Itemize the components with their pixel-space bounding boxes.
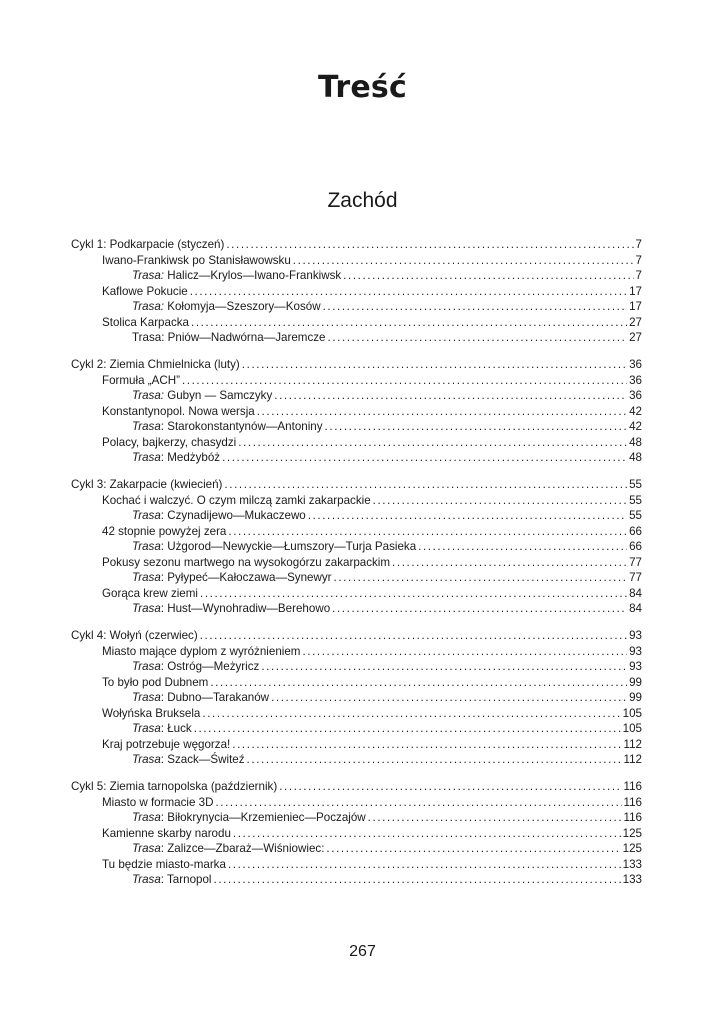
toc-route-entry[interactable]	[71, 752, 642, 768]
toc-route-entry[interactable]	[71, 450, 642, 466]
toc-entry-text: : Starokonstantynów—Antoniny	[160, 420, 323, 433]
toc-page-number: 55	[629, 509, 642, 522]
toc-entry-title	[102, 404, 255, 420]
toc-entry-text: : Medżybóż	[160, 451, 221, 464]
toc-entry-text: Wołyńska Bruksela	[102, 706, 201, 720]
toc-entry-text: : Użgorod—Newyckie—Łumszory—Turja Pasieka	[160, 540, 417, 553]
toc-section-entry[interactable]	[71, 737, 642, 753]
toc-page-number: 105	[622, 722, 642, 735]
toc-entry-text: Trasa: Pniów—Nadwórna—Jaremcze	[132, 331, 326, 344]
toc-entry-text: Kołomyja—Szeszory—Kosów	[164, 300, 321, 313]
dot-leader	[247, 752, 622, 768]
toc-page-number: 42	[629, 404, 642, 418]
toc-entry-text: Polacy, bajkerzy, chasydzi	[102, 435, 237, 449]
toc-entry-title	[132, 419, 323, 435]
toc-route-entry[interactable]	[71, 419, 642, 435]
toc-page-number: 36	[629, 358, 642, 371]
dot-leader	[274, 388, 627, 404]
toc-page-number: 27	[629, 331, 642, 344]
toc-page-number: 7	[635, 269, 642, 282]
dot-leader	[418, 539, 627, 555]
toc-entry-text: Formuła „ACH”	[102, 373, 180, 387]
toc-entry-text: : Łuck	[160, 722, 192, 735]
dot-leader	[191, 315, 627, 331]
page-title: Treść	[318, 70, 407, 105]
toc-entry-text: : Biłokrynycia—Krzemieniec—Poczajów	[160, 811, 366, 824]
toc-section-entry[interactable]	[71, 644, 642, 660]
toc-chapter-entry[interactable]	[71, 628, 642, 644]
toc-entry-text: Cykl 4: Wołyń (czerwiec)	[71, 629, 198, 642]
toc-entry-title	[132, 841, 324, 857]
dot-leader	[326, 841, 620, 857]
route-label: Trasa	[132, 753, 161, 766]
toc-page-number: 116	[623, 780, 642, 793]
dot-leader	[332, 601, 627, 617]
toc-entry-text: : Zalizce—Zbaraż—Wiśniowiec:	[160, 842, 325, 855]
toc-entry-text: Cykl 2: Ziemia Chmielnicka (luty)	[71, 358, 240, 371]
toc-page-number: 99	[629, 675, 642, 689]
dot-leader	[343, 268, 633, 284]
toc-route-entry[interactable]	[71, 810, 642, 826]
toc-page-number: 66	[629, 540, 642, 553]
route-label: Trasa	[132, 660, 161, 673]
dot-leader	[279, 779, 621, 795]
route-label: Trasa	[132, 722, 161, 735]
toc-entry-title	[132, 752, 245, 768]
toc-entry-text: : Czynadijewo—Mukaczewo	[160, 509, 306, 522]
dot-leader	[214, 872, 621, 888]
toc-page-number: 84	[629, 586, 642, 600]
toc-route-entry[interactable]	[71, 268, 642, 284]
dot-leader	[182, 373, 627, 389]
toc-entry-text: Halicz—Krylos—Iwano-Frankiwsk	[164, 269, 342, 282]
toc-page-number: 17	[629, 284, 642, 298]
toc-page-number: 7	[635, 238, 642, 251]
toc-section-entry[interactable]	[71, 315, 642, 331]
toc-entry-text: Kraj potrzebuje węgorza!	[102, 737, 231, 751]
toc-entry-text: Pokusy sezonu martwego na wysokogórzu zakarpackim	[102, 555, 391, 569]
toc-entry-title	[132, 450, 220, 466]
route-label: Trasa	[132, 509, 161, 522]
toc-entry-text: Cykl 1: Podkarpacie (styczeń)	[71, 238, 225, 251]
route-label: Trasa	[132, 873, 161, 886]
toc-entry-text: Konstantynopol. Nowa wersja	[102, 404, 255, 418]
toc-entry-title	[132, 659, 259, 675]
toc-entry-text: 42 stopnie powyżej zera	[102, 524, 227, 538]
dot-leader	[222, 450, 627, 466]
toc-page-number: 27	[629, 315, 642, 329]
toc-entry-title	[102, 644, 300, 660]
route-label: Trasa:	[132, 389, 164, 402]
toc-entry-text: Cykl 5: Ziemia tarnopolska (październik)	[71, 780, 278, 793]
dot-leader	[226, 237, 633, 253]
toc-entry-text: : Ostróg—Meżyricz	[160, 660, 260, 673]
toc-section-entry[interactable]	[71, 284, 642, 300]
toc-chapter-entry[interactable]	[71, 779, 642, 795]
toc-entry-text: : Tarnopol	[160, 873, 212, 886]
toc-section-entry[interactable]	[71, 706, 642, 722]
toc-entry-title	[102, 706, 200, 722]
toc-route-entry[interactable]	[71, 508, 642, 524]
toc-section-entry[interactable]	[71, 555, 642, 571]
toc-chapter-entry[interactable]	[71, 237, 642, 253]
toc-entry-title	[102, 435, 236, 451]
toc-entry-title	[102, 253, 291, 269]
toc-page-number: 116	[623, 795, 642, 809]
toc-page-number: 112	[623, 737, 642, 751]
toc-section-entry[interactable]	[71, 826, 642, 842]
toc-entry-title	[132, 508, 306, 524]
dot-leader	[323, 299, 628, 315]
dot-leader	[210, 675, 627, 691]
dot-leader	[325, 419, 628, 435]
toc-page-number: 125	[622, 842, 642, 855]
toc-entry-title	[102, 284, 188, 300]
toc-entry-title	[132, 570, 332, 586]
route-label: Trasa	[132, 420, 161, 433]
toc-entry-title	[132, 721, 192, 737]
toc-page-number: 125	[622, 826, 642, 840]
toc-page-number: 55	[629, 478, 642, 491]
dot-leader	[233, 826, 621, 842]
toc-page-number: 112	[623, 753, 642, 766]
dot-leader	[257, 404, 627, 420]
dot-leader	[242, 357, 627, 373]
toc-entry-title	[132, 299, 321, 315]
route-label: Trasa:	[132, 300, 164, 313]
toc-page-number: 93	[629, 660, 642, 673]
toc-page-number: 55	[629, 493, 642, 507]
toc-entry-title	[132, 601, 330, 617]
toc-page-number: 93	[629, 629, 642, 642]
toc-entry-title	[132, 690, 269, 706]
toc-entry-title	[102, 555, 390, 571]
toc-entry-text: Kamienne skarby narodu	[102, 826, 231, 840]
dot-leader	[200, 628, 627, 644]
toc-page-number: 105	[622, 706, 642, 720]
toc-route-entry[interactable]	[71, 388, 642, 404]
section-heading: Zachód	[327, 189, 398, 212]
toc-page-number: 133	[622, 873, 642, 886]
toc-page-number: 48	[629, 435, 642, 449]
toc-section-entry[interactable]	[71, 493, 642, 509]
dot-leader	[202, 706, 620, 722]
toc-entry-title	[102, 586, 198, 602]
toc-route-entry[interactable]	[71, 601, 642, 617]
dot-leader	[261, 659, 627, 675]
toc-entry-text: Miasto w formacie 3D	[102, 795, 214, 809]
toc-entry-title	[71, 477, 222, 493]
toc-route-entry[interactable]	[71, 539, 642, 555]
dot-leader	[232, 737, 621, 753]
toc-entry-title	[102, 373, 180, 389]
toc-chapter	[71, 357, 642, 466]
page-number: 267	[349, 943, 376, 960]
toc-section-entry[interactable]	[71, 404, 642, 420]
toc-chapter	[71, 779, 642, 888]
toc-entry-text: Kaflowe Pokucie	[102, 284, 188, 298]
dot-leader	[368, 810, 622, 826]
toc-page-number: 133	[622, 857, 642, 871]
toc-entry-title	[102, 826, 231, 842]
toc-entry-title	[102, 795, 213, 811]
toc-page-number: 77	[629, 571, 642, 584]
route-label: Trasa	[132, 571, 161, 584]
toc-entry-text: : Pyłypeć—Kałoczawa—Synewyr	[160, 571, 332, 584]
toc-entry-title	[132, 388, 272, 404]
toc-chapter-entry[interactable]	[71, 357, 642, 373]
toc-entry-title	[102, 493, 371, 509]
dot-leader	[228, 524, 627, 540]
toc-page-number: 84	[629, 602, 642, 615]
toc-page-number: 36	[629, 373, 642, 387]
dot-leader	[228, 857, 621, 873]
toc-page-number: 48	[629, 451, 642, 464]
dot-leader	[215, 795, 621, 811]
toc-section-entry[interactable]	[71, 586, 642, 602]
dot-leader	[200, 586, 627, 602]
toc-page-number: 93	[629, 644, 642, 658]
toc-chapter-entry[interactable]	[71, 477, 642, 493]
dot-leader	[238, 435, 627, 451]
toc-entry-title	[71, 237, 224, 253]
toc-entry-text: Gubyn — Samczyky	[164, 389, 273, 402]
toc-entry-title	[102, 524, 226, 540]
toc-entry-title	[71, 779, 277, 795]
toc-section-entry[interactable]	[71, 675, 642, 691]
dot-leader	[194, 721, 621, 737]
dot-leader	[308, 508, 627, 524]
toc-entry-text: Kochać i walczyć. O czym milczą zamki zakarpackie	[102, 493, 371, 507]
toc-entry-text: : Dubno—Tarakanów	[160, 691, 270, 704]
dot-leader	[293, 253, 634, 269]
toc-page-number: 36	[629, 389, 642, 402]
route-label: Trasa	[132, 811, 161, 824]
toc-chapter	[71, 628, 642, 768]
toc-page-number: 116	[623, 811, 642, 824]
route-label: Trasa	[132, 842, 161, 855]
toc-entry-title	[71, 628, 198, 644]
toc-entry-title	[102, 675, 208, 691]
toc-entry-title	[132, 810, 366, 826]
toc-entry-title	[132, 539, 416, 555]
dot-leader	[224, 477, 627, 493]
route-label: Trasa	[132, 540, 161, 553]
toc-route-entry[interactable]	[71, 330, 642, 346]
toc-section-entry[interactable]	[71, 435, 642, 451]
toc-route-entry[interactable]	[71, 721, 642, 737]
toc-route-entry[interactable]	[71, 841, 642, 857]
toc-entry-title	[132, 330, 326, 346]
toc-section-entry[interactable]	[71, 795, 642, 811]
toc-entry-title	[102, 737, 230, 753]
toc-entry-title	[132, 872, 212, 888]
dot-leader	[271, 690, 627, 706]
toc-section-entry[interactable]	[71, 373, 642, 389]
route-label: Trasa	[132, 691, 161, 704]
toc-chapter	[71, 477, 642, 617]
toc-entry-title	[102, 857, 226, 873]
toc-entry-title	[71, 357, 240, 373]
toc-section-entry[interactable]	[71, 524, 642, 540]
toc-entry-text: : Hust—Wynohradiw—Berehowo	[160, 602, 331, 615]
toc-route-entry[interactable]	[71, 299, 642, 315]
toc-section-entry[interactable]	[71, 857, 642, 873]
toc-section-entry[interactable]	[71, 253, 642, 269]
toc-entry-text: Iwano-Frankiwsk po Stanisławowsku	[102, 253, 291, 267]
dot-leader	[328, 330, 628, 346]
route-label: Trasa	[132, 602, 161, 615]
toc-route-entry[interactable]	[71, 872, 642, 888]
toc-page-number: 7	[635, 253, 642, 267]
toc-page-number: 17	[629, 300, 642, 313]
toc-entry-text: Stolica Karpacka	[102, 315, 189, 329]
toc-page-number: 42	[629, 420, 642, 433]
dot-leader	[302, 644, 627, 660]
toc-route-entry[interactable]	[71, 570, 642, 586]
dot-leader	[392, 555, 627, 571]
toc-entry-text: Miasto mające dyplom z wyróżnieniem	[102, 644, 301, 658]
toc-entry-text: To było pod Dubnem	[102, 675, 209, 689]
toc-entry-text: Gorąca krew ziemi	[102, 586, 198, 600]
route-label: Trasa:	[132, 269, 164, 282]
dot-leader	[334, 570, 628, 586]
table-of-contents	[71, 237, 642, 899]
toc-entry-text: : Szack—Świteź	[160, 753, 245, 766]
route-label: Trasa	[132, 451, 161, 464]
toc-page-number: 77	[629, 555, 642, 569]
dot-leader	[190, 284, 627, 300]
toc-entry-title	[102, 315, 189, 331]
toc-page-number: 99	[629, 691, 642, 704]
toc-chapter	[71, 237, 642, 346]
toc-page-number: 66	[629, 524, 642, 538]
toc-route-entry[interactable]	[71, 690, 642, 706]
toc-entry-title	[132, 268, 341, 284]
toc-entry-text: Cykl 3: Zakarpacie (kwiecień)	[71, 478, 223, 491]
toc-entry-text: Tu będzie miasto-marka	[102, 857, 226, 871]
dot-leader	[373, 493, 627, 509]
toc-route-entry[interactable]	[71, 659, 642, 675]
